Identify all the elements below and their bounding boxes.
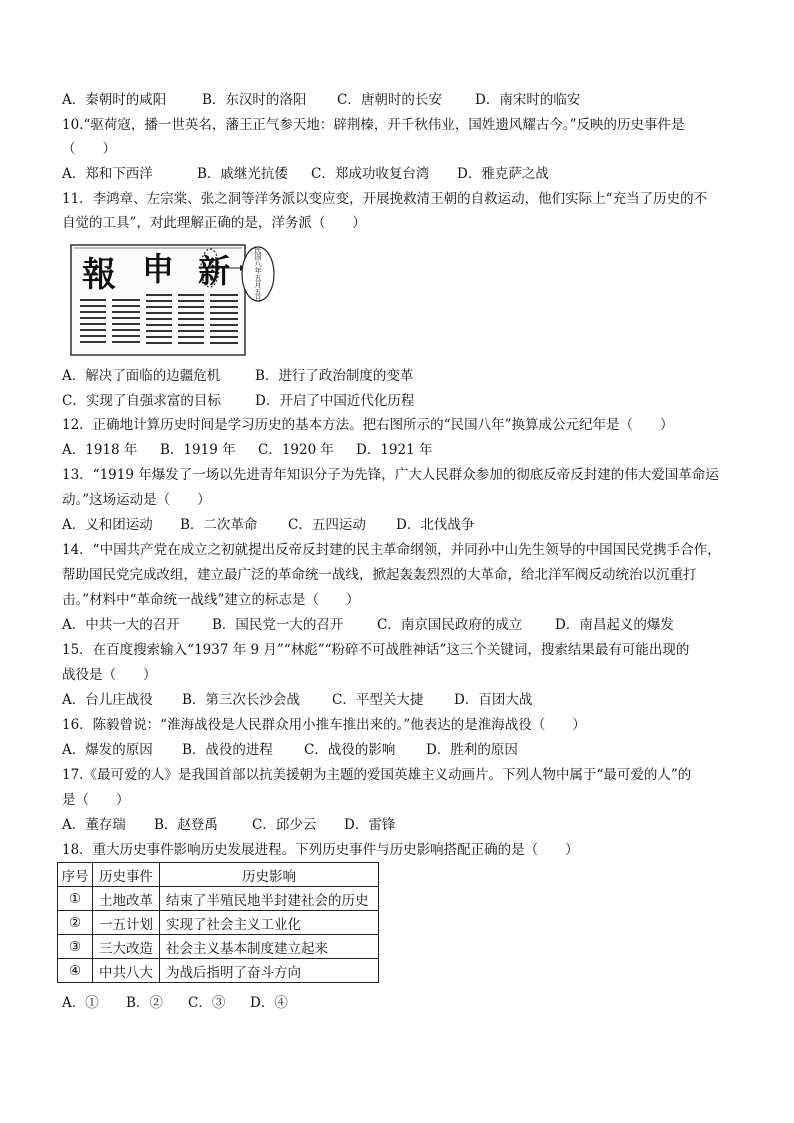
q14-option-b: B．国民党一大的召开 (212, 617, 344, 633)
table-row (58, 887, 379, 911)
q9-option-a: A．秦朝时的咸阳 (62, 92, 167, 108)
q11-option-b: B．进行了政治制度的变革 (255, 368, 414, 384)
q15-options (62, 691, 532, 709)
q13-stem-line1: 13．“1919 年爆发了一场以先进青年知识分子为先锋，广大人民群众参加的彻底反帝反封建的伟大爱国革命运 (62, 467, 719, 483)
masthead-char-bao: 報 (82, 255, 116, 295)
row-event: 一五计划 (93, 911, 160, 935)
q12-option-a: A．1918 年 (62, 442, 138, 458)
table-row (58, 959, 379, 983)
q11-stem-line2: 自觉的工具”，对此理解正确的是，洋务派（ ） (62, 215, 366, 231)
row-index: ③ (58, 935, 93, 959)
q17-option-c: C．邱少云 (252, 817, 317, 833)
table-row (58, 911, 379, 935)
q15-option-d: D．百团大战 (454, 692, 533, 708)
row-event: 中共八大 (93, 959, 160, 983)
q14-options (62, 616, 674, 634)
q10-option-c: C．郑成功收复台湾 (311, 166, 430, 182)
masthead-char-xin: 新 (198, 252, 231, 290)
q9-options (62, 91, 580, 109)
q14-stem-line2: 帮助国民党完成改组，建立最广泛的革命统一战线，掀起轰轰烈烈的大革命，给北洋军阀反动统治以沉重打 (62, 567, 697, 583)
q16-stem-line1: 16．陈毅曾说：“淮海战役是人民群众用小推车推出来的。”他表达的是淮海战役（ ） (62, 717, 586, 733)
q12-option-c: C．1920 年 (258, 442, 334, 458)
table-header-row (58, 863, 379, 887)
row-impact: 结束了半殖民地半封建社会的历史 (160, 887, 379, 911)
q14-option-d: D．南昌起义的爆发 (555, 617, 674, 633)
row-index: ④ (58, 959, 93, 983)
q18-options (62, 994, 288, 1012)
q11-option-d: D．开启了中国近代化历程 (255, 393, 415, 409)
q10-option-d: D．雅克萨之战 (457, 166, 549, 182)
q9-option-b: B．东汉时的洛阳 (202, 92, 307, 108)
q10-stem-line1: 10.“驱荷寇，播一世英名，藩王正气参天地：辟荆榛，开千秋伟业，国姓遗风耀古今。”反映的历史事件是 (62, 117, 685, 133)
q18-option-b: B．② (126, 995, 163, 1011)
q11-option-a: A．解决了面临的边疆危机 (62, 368, 221, 384)
q13-option-a: A．义和团运动 (62, 517, 153, 533)
q11-option-c: C．实现了自强求富的目标 (62, 393, 221, 409)
row-impact: 实现了社会主义工业化 (160, 911, 379, 935)
q12-options (62, 441, 432, 459)
q12-option-b: B．1919 年 (160, 442, 236, 458)
q16-option-c: C．战役的影响 (304, 742, 396, 758)
q13-option-c: C．五四运动 (288, 517, 366, 533)
table-row (58, 935, 379, 959)
q13-option-d: D．北伐战争 (396, 517, 475, 533)
q14-stem-line1: 14．“中国共产党在成立之初就提出反帝反封建的民主革命纲领，并同孙中山先生领导的中国国民党携手合作， (62, 542, 721, 558)
q17-stem-line1: 17.《最可爱的人》是我国首部以抗美援朝为主题的爱国英雄主义动画片。下列人物中属于“最可爱的人”的 (62, 767, 692, 783)
row-impact: 社会主义基本制度建立起来 (160, 935, 379, 959)
q18-option-d: D．④ (250, 995, 288, 1011)
q11-options-row2 (62, 392, 414, 410)
q13-option-b: B．二次革命 (180, 517, 258, 533)
q13-options (62, 516, 474, 534)
row-event: 土地改革 (93, 887, 160, 911)
q17-option-b: B．赵登禹 (154, 817, 218, 833)
q13-stem-line2: 动。”这场运动是（ ） (62, 492, 211, 508)
date-callout-oval (240, 245, 276, 303)
q12-option-d: D．1921 年 (356, 442, 433, 458)
q18-option-c: C．③ (188, 995, 226, 1011)
header-event: 历史事件 (93, 863, 160, 887)
q15-option-a: A．台儿庄战役 (62, 692, 153, 708)
row-impact: 为战后指明了奋斗方向 (160, 959, 379, 983)
q18-events-table (57, 862, 379, 983)
header-impact: 历史影响 (160, 863, 379, 887)
q10-option-b: B．戚继光抗倭 (197, 166, 288, 182)
q14-option-c: C．南京国民政府的成立 (377, 617, 523, 633)
q18-option-a: A．① (62, 995, 99, 1011)
q16-option-d: D．胜利的原因 (426, 742, 518, 758)
q12-stem-line1: 12．正确地计算历史时间是学习历史的基本方法。把右图所示的“民国八年”换算成公元纪年是（ ） (62, 417, 674, 433)
q11-options-row1 (62, 367, 413, 385)
row-index: ② (58, 911, 93, 935)
q15-stem-line2: 战役是（ ） (62, 667, 157, 683)
q9-option-c: C．唐朝时的长安 (337, 92, 442, 108)
q16-options (62, 741, 518, 759)
q9-option-d: D．南宋时的临安 (475, 92, 581, 108)
q15-option-c: C．平型关大捷 (332, 692, 424, 708)
header-index: 序号 (58, 863, 93, 887)
q17-options (62, 816, 395, 834)
q10-options (62, 165, 549, 183)
q10-stem-line2: （ ） (62, 141, 116, 157)
q14-option-a: A．中共一大的召开 (62, 617, 180, 633)
q18-stem-line1: 18．重大历史事件影响历史发展进程。下列历史事件与历史影响搭配正确的是（ ） (62, 842, 579, 858)
row-index: ① (58, 887, 93, 911)
q17-stem-line2: 是（ ） (62, 792, 130, 808)
q16-option-b: B．战役的进程 (182, 742, 273, 758)
q11-stem-line1: 11．李鸿章、左宗棠、张之洞等洋务派以变应变，开展挽救清王朝的自救运动，他们实际上“充当了历史的不 (62, 191, 708, 207)
q15-option-b: B．第三次长沙会战 (182, 692, 300, 708)
date-callout-text: 民国八年五月五日 (254, 246, 262, 302)
q14-stem-line3: 击。”材料中“革命统一战线”建立的标志是（ ） (62, 592, 360, 608)
q16-option-a: A．爆发的原因 (62, 742, 153, 758)
row-event: 三大改造 (93, 935, 160, 959)
q17-option-a: A．董存瑞 (62, 817, 126, 833)
q17-option-d: D．雷锋 (344, 817, 396, 833)
shenbao-newspaper-image (70, 244, 246, 356)
q15-stem-line1: 15．在百度搜索输入“1937 年 9 月”“林彪”“粉碎不可战胜神话”这三个关键词，搜索结果最有可能出现的 (62, 642, 690, 658)
masthead-char-shen: 申 (142, 250, 175, 288)
q10-option-a: A．郑和下西洋 (62, 166, 153, 182)
